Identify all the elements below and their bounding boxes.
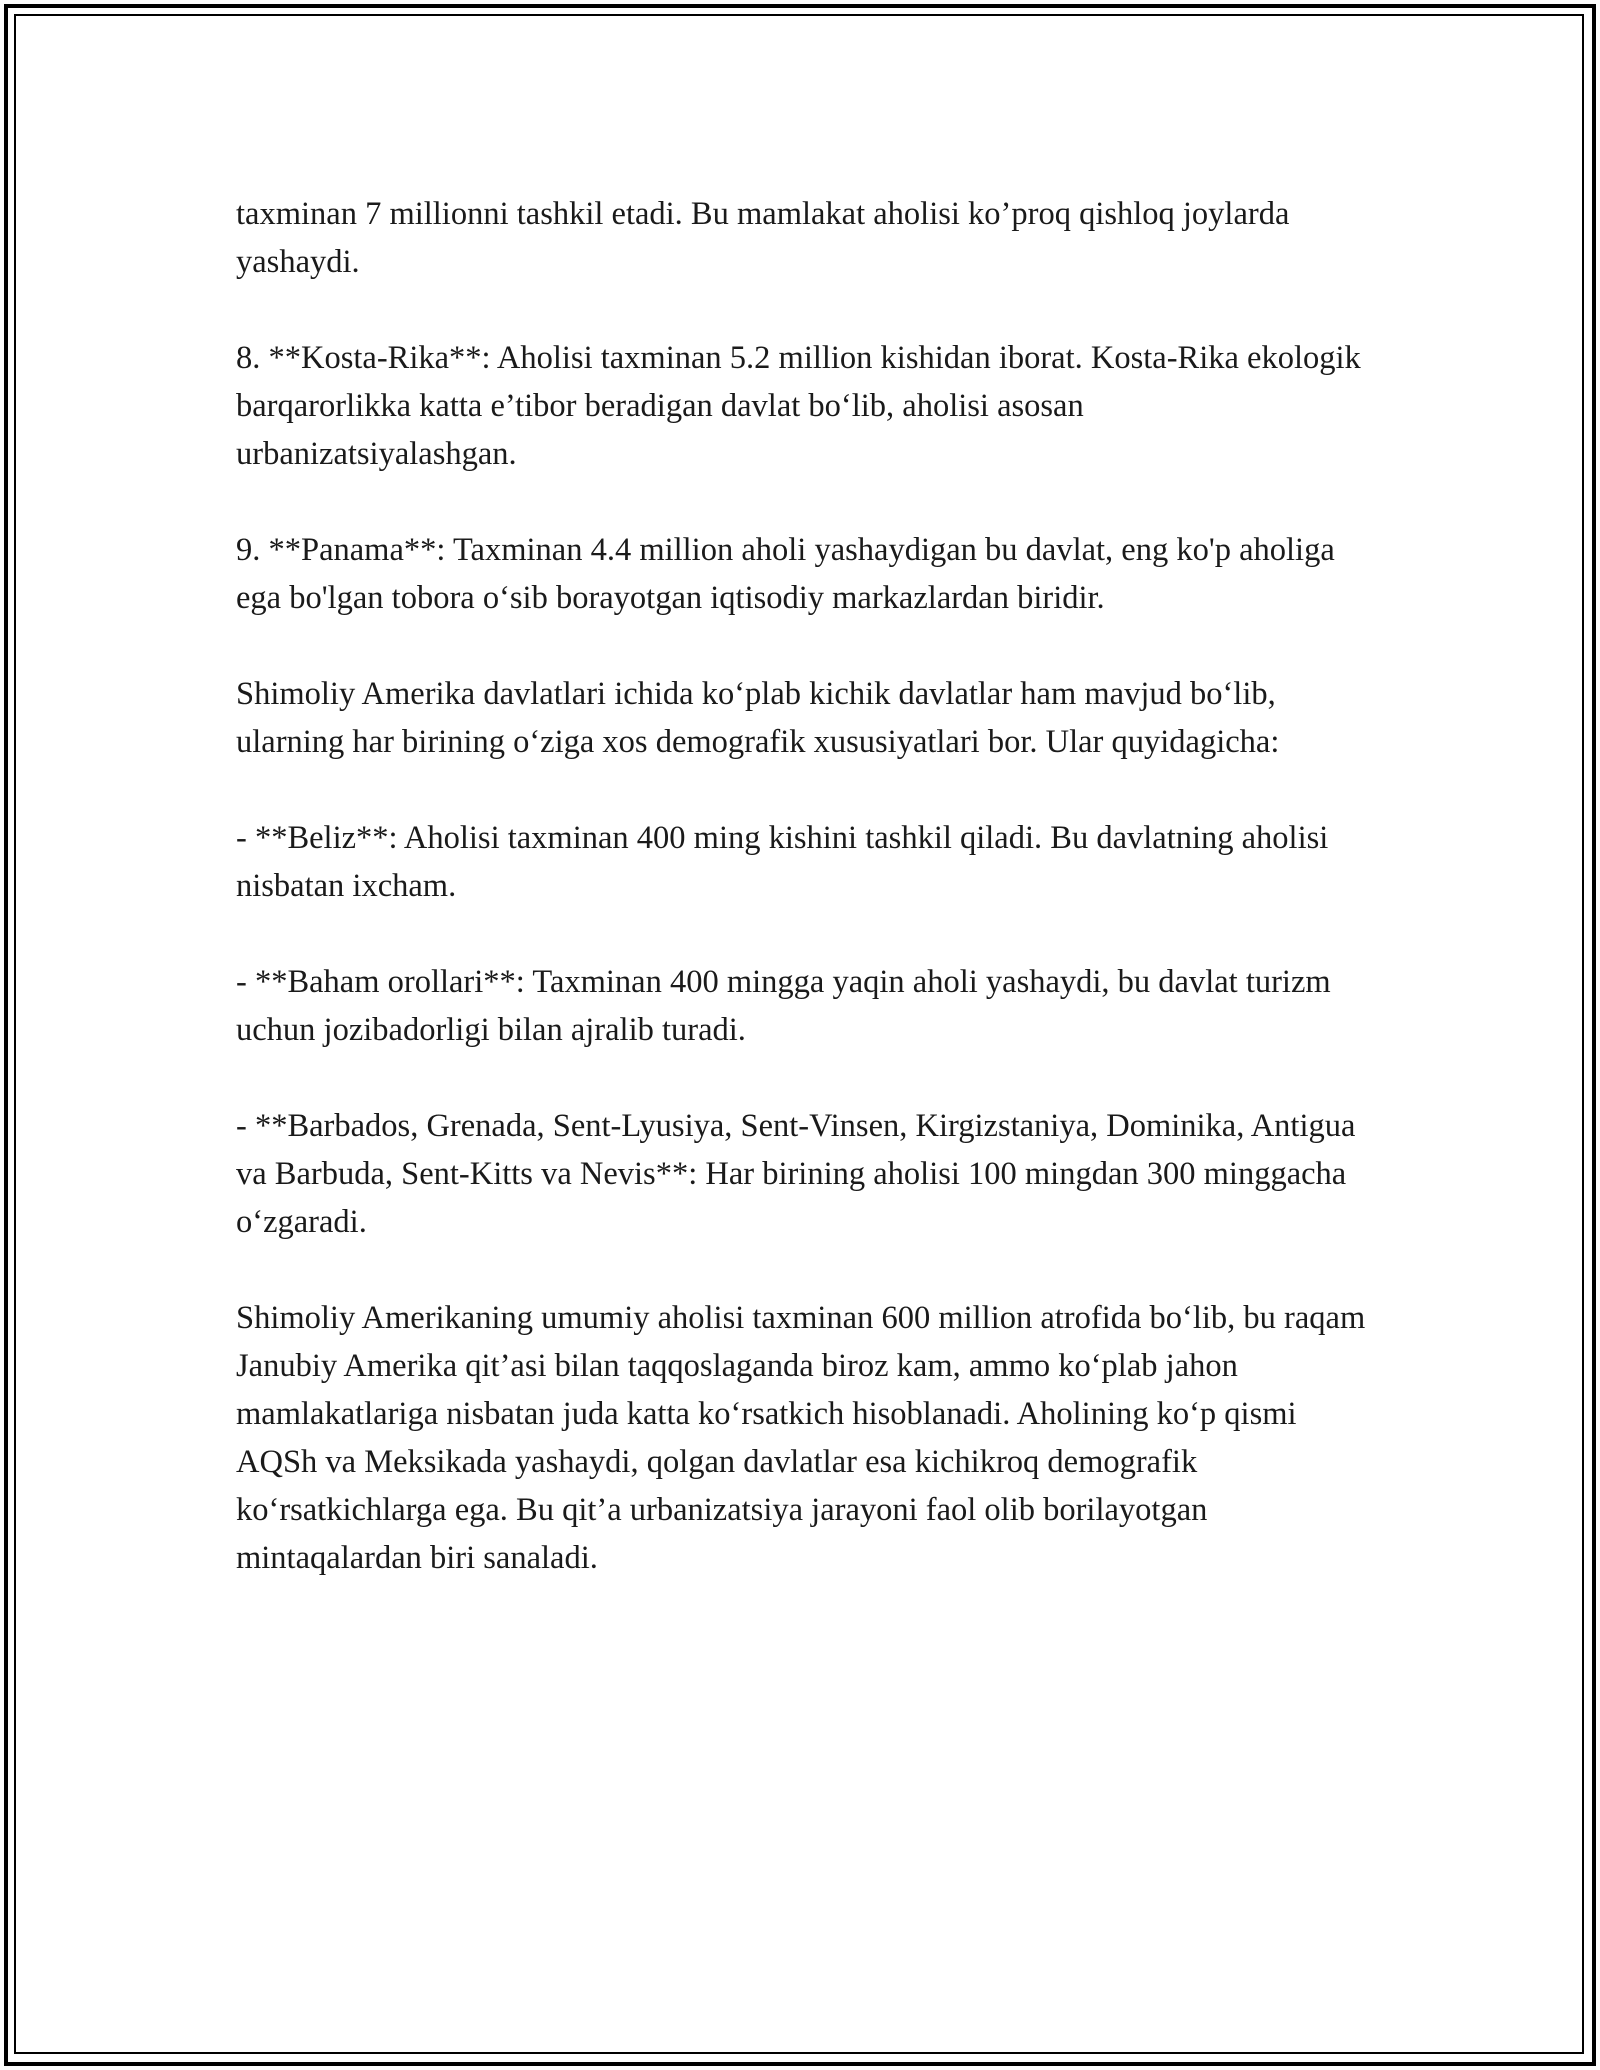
paragraph-kosta-rika: 8. **Kosta-Rika**: Aholisi taxminan 5.2 million kishidan iborat. Kosta-Rika ekologik barqarorlikka katta e’tibor beradigan davlat boʻlib, aholisi asosan urbanizatsiyalashgan. [236,340,1361,472]
paragraph-baham-orollari: - **Baham orollari**: Taxminan 400 mingga yaqin aholi yashaydi, bu davlat turizm uchun jozibadorligi bilan ajralib turadi. [236,964,1331,1048]
paragraph-intro-continuation: taxminan 7 millionni tashkil etadi. Bu mamlakat aholisi ko’proq qishloq joylarda yashaydi. [236,196,1290,280]
paragraph-beliz: - **Beliz**: Aholisi taxminan 400 ming kishini tashkil qiladi. Bu davlatning aholisi nisbatan ixcham. [236,820,1329,904]
paragraph-small-states-intro: Shimoliy Amerika davlatlari ichida koʻplab kichik davlatlar ham mavjud boʻlib, ularning har birining oʻziga xos demografik xususiyatlari bor. Ular quyidagicha: [236,676,1280,760]
document-body [236,190,1366,1630]
paragraph-caribbean-states: - **Barbados, Grenada, Sent-Lyusiya, Sent-Vinsen, Kirgizstaniya, Dominika, Antigua va Barbuda, Sent-Kitts va Nevis**: Har birining aholisi 100 mingdan 300 minggacha oʻzgaradi. [236,1108,1356,1240]
paragraph-panama: 9. **Panama**: Taxminan 4.4 million aholi yashaydigan bu davlat, eng ko'p aholiga ega bo'lgan tobora oʻsib borayotgan iqtisodiy markazlardan biridir. [236,532,1335,616]
paragraph-summary: Shimoliy Amerikaning umumiy aholisi taxminan 600 million atrofida boʻlib, bu raqam Janubiy Amerika qit’asi bilan taqqoslaganda biroz kam, ammo koʻplab jahon mamlakatlariga nisbatan juda katta koʻrsatkich hisoblanadi. Aholining koʻp qismi AQSh va Meksikada yashaydi, qolgan davlatlar esa kichikroq demografik koʻrsatkichlarga ega. Bu qit’a urbanizatsiya jarayoni faol olib borilayotgan mintaqalardan biri sanaladi. [236,1300,1366,1576]
